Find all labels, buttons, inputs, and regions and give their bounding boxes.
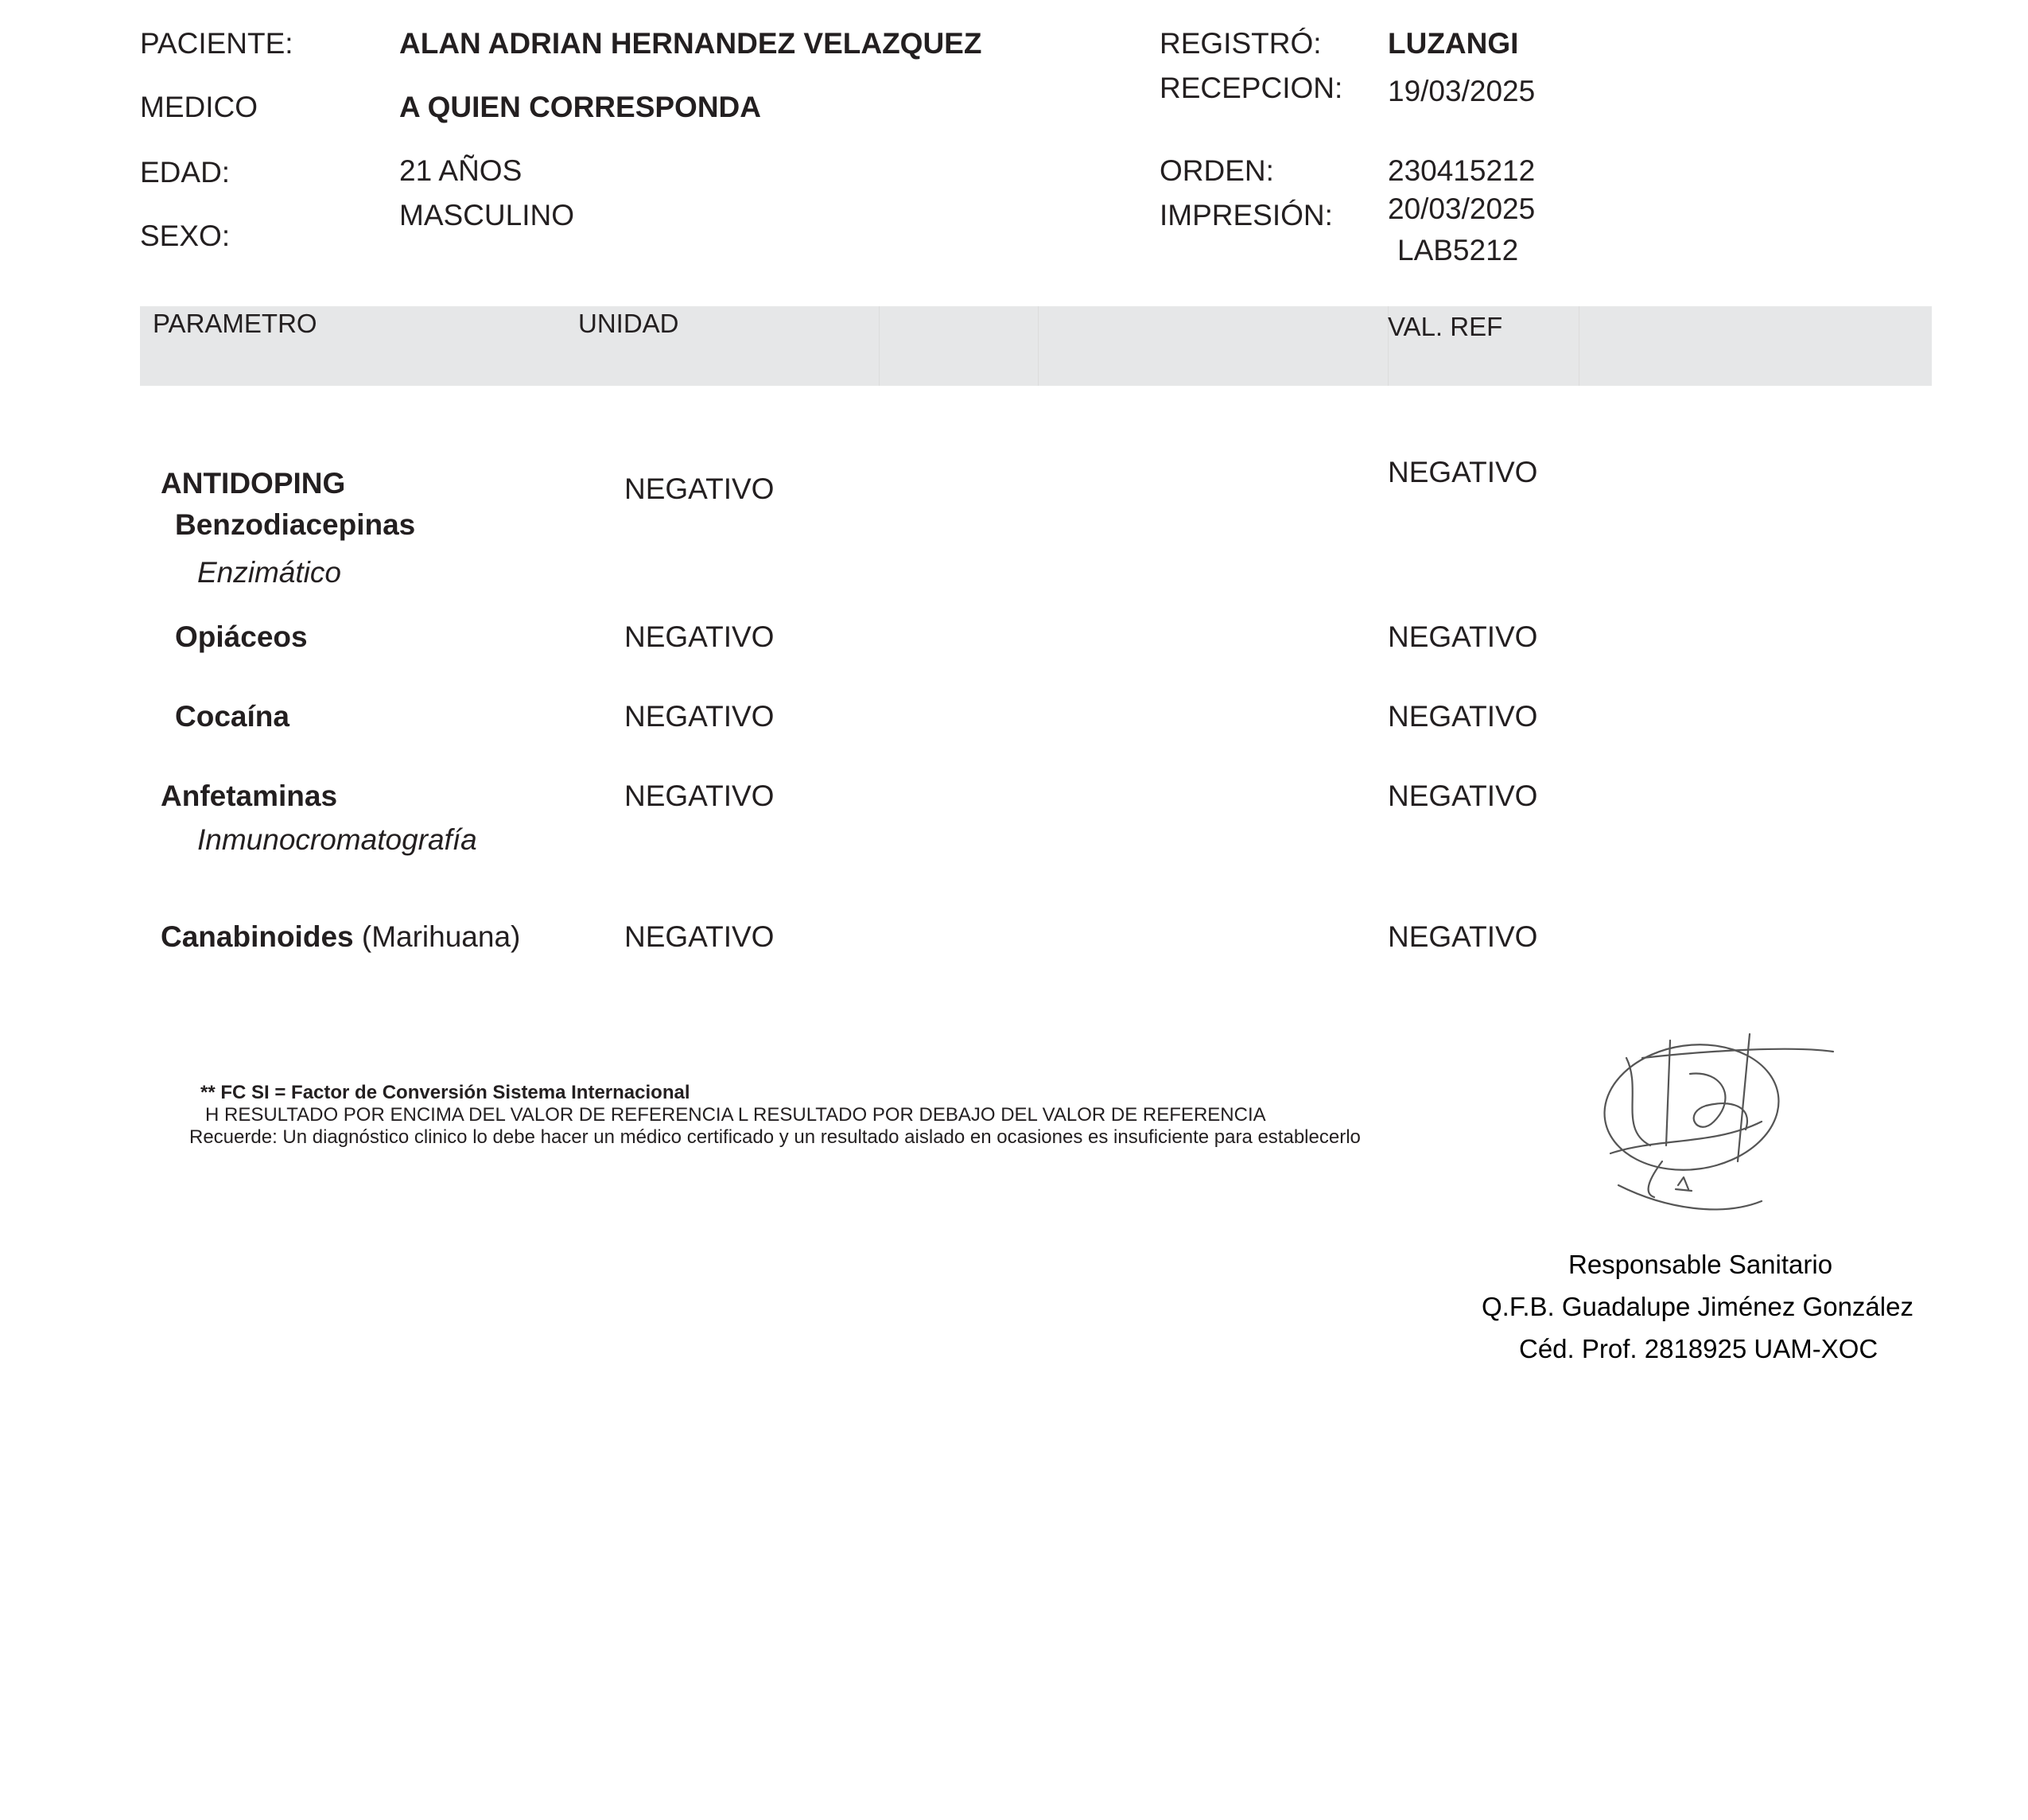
test-result-anfetaminas: NEGATIVO [624, 780, 775, 812]
recepcion-value: 19/03/2025 [1388, 75, 1536, 107]
sexo-value: MASCULINO [399, 199, 574, 231]
test-name-benzodiacepinas: Benzodiacepinas [175, 508, 416, 541]
medico-value: A QUIEN CORRESPONDA [399, 91, 762, 123]
test-qualifier-marihuana: (Marihuana) [361, 920, 521, 953]
recepcion-label: RECEPCION: [1160, 72, 1343, 104]
test-result-benzodiacepinas: NEGATIVO [624, 472, 775, 505]
column-separator [1038, 306, 1039, 386]
test-name-canabinoides: Canabinoides [161, 920, 354, 953]
lab-code: LAB5212 [1397, 234, 1519, 266]
orden-value: 230415212 [1388, 154, 1536, 187]
test-method-enzimatico: Enzimático [197, 556, 341, 589]
test-result-canabinoides: NEGATIVO [624, 920, 775, 953]
signature-license: Céd. Prof. 2818925 UAM-XOC [1519, 1334, 1878, 1363]
column-header-val-ref: VAL. REF [1388, 312, 1503, 341]
impresion-label: IMPRESIÓN: [1160, 199, 1333, 231]
test-result-cocaina: NEGATIVO [624, 700, 775, 733]
section-title: ANTIDOPING [161, 467, 346, 500]
test-name-anfetaminas: Anfetaminas [161, 780, 338, 812]
impresion-value: 20/03/2025 [1388, 192, 1536, 225]
column-header-parametro: PARAMETRO [153, 309, 317, 338]
test-reference-anfetaminas: NEGATIVO [1388, 780, 1538, 812]
test-name-canabinoides-line [161, 922, 520, 951]
sexo-label: SEXO: [140, 220, 231, 252]
test-result-opiaceos: NEGATIVO [624, 620, 775, 653]
column-header-unidad: UNIDAD [578, 309, 679, 338]
registro-value: LUZANGI [1388, 27, 1519, 60]
test-method-inmunocromatografia: Inmunocromatografía [197, 823, 477, 856]
column-header-bar [140, 306, 1932, 386]
registro-label: REGISTRÓ: [1160, 27, 1322, 60]
signature-title: Responsable Sanitario [1568, 1250, 1833, 1279]
paciente-label: PACIENTE: [140, 27, 293, 60]
test-reference-benzodiacepinas: NEGATIVO [1388, 456, 1538, 488]
test-reference-canabinoides: NEGATIVO [1388, 920, 1538, 953]
footnote-fc-si: ** FC SI = Factor de Conversión Sistema Internacional [200, 1082, 690, 1103]
column-separator [879, 306, 880, 386]
test-reference-opiaceos: NEGATIVO [1388, 620, 1538, 653]
paciente-value: ALAN ADRIAN HERNANDEZ VELAZQUEZ [399, 27, 982, 60]
medico-label: MEDICO [140, 91, 258, 123]
edad-label: EDAD: [140, 156, 231, 189]
orden-label: ORDEN: [1160, 154, 1274, 187]
test-name-opiaceos: Opiáceos [175, 620, 308, 653]
footnote-disclaimer: Recuerde: Un diagnóstico clinico lo debe hacer un médico certificado y un resultado aislado en ocasiones es insuficiente para establecerlo [189, 1126, 1361, 1148]
footnote-hl-legend: H RESULTADO POR ENCIMA DEL VALOR DE REFERENCIA L RESULTADO POR DEBAJO DEL VALOR DE REFERENCIA [205, 1104, 1266, 1126]
signature-name: Q.F.B. Guadalupe Jiménez González [1482, 1292, 1913, 1321]
edad-value: 21 AÑOS [399, 154, 523, 187]
signature-image [1595, 1026, 1849, 1233]
test-name-cocaina: Cocaína [175, 700, 289, 733]
test-reference-cocaina: NEGATIVO [1388, 700, 1538, 733]
